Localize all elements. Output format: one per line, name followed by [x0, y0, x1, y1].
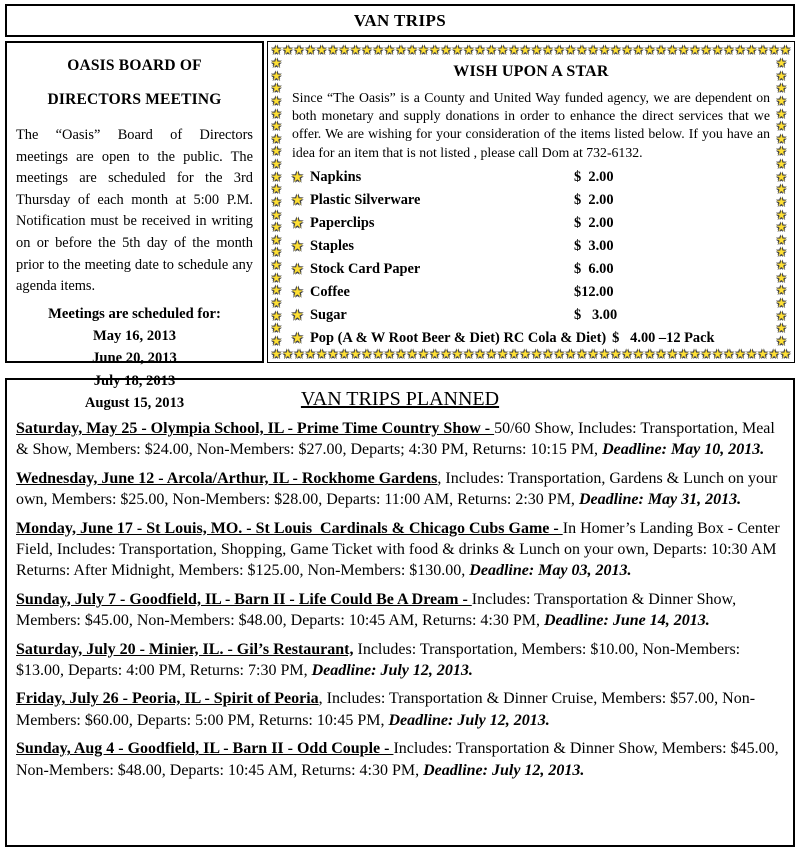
star-icon: ★: [610, 43, 622, 57]
star-icon: ★: [271, 232, 282, 247]
star-icon: ★: [282, 43, 294, 57]
star-icon: ★: [776, 182, 787, 197]
star-icon: ★: [271, 245, 282, 260]
star-icon: ★: [723, 347, 735, 361]
star-icon: ★: [395, 347, 407, 361]
star-icon: ★: [610, 347, 622, 361]
star-icon: ★: [599, 347, 610, 361]
star-icon: ★: [292, 238, 303, 253]
star-icon: ★: [271, 93, 282, 108]
star-icon: ★: [633, 43, 644, 57]
meeting-date: May 16, 2013: [92, 327, 177, 344]
trip-deadline: Deadline: May 03, 2013.: [469, 562, 632, 580]
star-border-bottom: [271, 347, 791, 361]
trips-section-title-text: VAN TRIPS PLANNED: [300, 388, 500, 410]
star-icon: ★: [599, 43, 610, 57]
star-icon: ★: [666, 347, 678, 361]
star-icon: ★: [418, 43, 429, 57]
star-icon: ★: [271, 347, 282, 361]
van-trips-header-box: [5, 4, 795, 37]
star-icon: ★: [542, 347, 554, 361]
wish-item-row: [292, 235, 770, 258]
star-icon: ★: [485, 347, 497, 361]
star-icon: ★: [723, 43, 735, 57]
board-body-text: The “Oasis” Board of Directors meetings are open to the public. The meetings are scheduled for the 3rd Thursday of each month at 5:00 P.M. Notification must be received in writing on or before the 5th day of the month prior to the meeting date to schedule any agenda items.: [16, 127, 253, 295]
trip-deadline: Deadline: May 31, 2013.: [578, 491, 742, 509]
wish-item-row: [292, 166, 770, 189]
star-icon: ★: [293, 347, 305, 361]
star-icon: ★: [508, 347, 520, 361]
star-icon: ★: [463, 43, 475, 57]
star-icon: ★: [338, 43, 350, 57]
star-bullet-icon: [292, 284, 310, 301]
item-name: Paperclips: [310, 214, 375, 231]
star-icon: ★: [734, 347, 746, 361]
star-icon: ★: [621, 43, 633, 57]
trip-entry: [16, 688, 784, 731]
star-icon: ★: [463, 347, 475, 361]
trip-title: Saturday, July 20 - Minier, IL. - Gil’s Restaurant,: [16, 640, 354, 658]
star-icon: ★: [776, 207, 787, 222]
star-icon: ★: [497, 43, 509, 57]
item-price: $ 2.00: [574, 191, 614, 208]
page-title: VAN TRIPS: [353, 10, 447, 30]
star-icon: ★: [293, 43, 305, 57]
star-icon: ★: [271, 220, 282, 235]
star-icon: ★: [440, 43, 452, 57]
star-icon: ★: [776, 308, 787, 323]
item-name: Stock Card Paper: [310, 260, 421, 277]
star-icon: ★: [780, 43, 791, 57]
star-icon: ★: [350, 43, 361, 57]
star-icon: ★: [384, 347, 395, 361]
trip-body: In Homer’s Landing Box - Center Field, Includes: Transportation, Shopping, Game Ticket with food & drinks & Lunch on your own, Departs: 10:30 AM Returns: After Midnight, Members: $125.00, Non-Members: $130.00,: [16, 519, 784, 580]
star-icon: ★: [776, 81, 787, 96]
star-icon: ★: [271, 157, 282, 171]
star-icon: ★: [776, 194, 787, 209]
trip-title: Wednesday, June 12 - Arcola/Arthur, IL - Rockhome Gardens: [16, 469, 438, 487]
star-icon: ★: [776, 106, 787, 121]
star-icon: ★: [304, 43, 316, 57]
star-icon: ★: [644, 43, 656, 57]
star-icon: ★: [508, 43, 520, 57]
trip-entry: [16, 589, 784, 632]
star-icon: ★: [372, 43, 384, 57]
star-icon: ★: [700, 347, 712, 361]
meeting-date: July 18, 2013: [93, 372, 176, 389]
star-icon: ★: [271, 68, 282, 83]
star-icon: ★: [689, 347, 701, 361]
trip-deadline: Deadline: July 12, 2013.: [423, 761, 585, 779]
star-icon: ★: [429, 43, 441, 57]
van-trips-planned-box: [5, 378, 795, 847]
star-icon: ★: [327, 43, 339, 57]
star-bullet-icon: [292, 261, 310, 278]
star-icon: ★: [271, 182, 282, 197]
star-icon: ★: [576, 43, 588, 57]
star-icon: ★: [531, 43, 542, 57]
star-icon: ★: [776, 245, 787, 260]
star-icon: ★: [587, 347, 599, 361]
star-icon: ★: [700, 43, 712, 57]
star-icon: ★: [292, 261, 303, 276]
wish-item-list: [292, 166, 770, 347]
star-icon: ★: [757, 43, 769, 57]
star-icon: ★: [519, 347, 531, 361]
star-bullet-icon: [292, 215, 310, 232]
star-bullet-icon: [292, 238, 310, 255]
star-icon: ★: [406, 43, 418, 57]
meeting-date: June 20, 2013: [92, 350, 177, 367]
wish-upon-a-star-box: [267, 41, 795, 363]
star-icon: ★: [361, 43, 373, 57]
star-icon: ★: [746, 347, 757, 361]
star-icon: ★: [292, 330, 303, 345]
star-icon: ★: [271, 321, 282, 336]
star-icon: ★: [271, 283, 282, 298]
schedule-heading: Meetings are scheduled for:: [48, 305, 221, 322]
star-icon: ★: [271, 169, 282, 184]
star-icon: ★: [271, 81, 282, 96]
star-icon: ★: [780, 347, 791, 361]
star-icon: ★: [271, 333, 282, 347]
wish-item-row: [292, 258, 770, 281]
star-icon: ★: [440, 347, 452, 361]
trip-body: Includes: Transportation, Members: $10.00, Non-Members: $13.00, Departs: 4:00 PM, Returns: 7:30 PM,: [16, 640, 745, 680]
item-price: $ 3.00: [574, 306, 618, 323]
star-icon: ★: [768, 347, 780, 361]
trip-entry: [16, 468, 784, 511]
wish-intro-text: Since “The Oasis” is a County and United Way funded agency, we are dependent on both monetary and supply donations in order to enhance the direct services that we offer. We are wishing for your consideration of the items listed below. If you have an idea for an item that is not listed , please call Dom at 732-6132.: [292, 90, 770, 160]
wish-item-row: [292, 189, 770, 212]
star-icon: ★: [271, 106, 282, 121]
star-bullet-icon: [292, 330, 310, 347]
star-icon: ★: [655, 43, 667, 57]
star-border-left: [271, 57, 286, 347]
star-icon: ★: [621, 347, 633, 361]
item-price: $ 4.00 –12 Pack: [612, 329, 715, 346]
star-icon: ★: [678, 347, 690, 361]
star-icon: ★: [768, 43, 780, 57]
wish-title: WISH UPON A STAR: [453, 63, 609, 80]
star-icon: ★: [292, 307, 303, 322]
star-border-right: [776, 57, 791, 347]
star-icon: ★: [271, 43, 282, 57]
star-icon: ★: [497, 347, 509, 361]
star-icon: ★: [712, 347, 723, 361]
star-icon: ★: [452, 43, 463, 57]
star-icon: ★: [666, 43, 678, 57]
star-icon: ★: [271, 308, 282, 323]
star-icon: ★: [271, 131, 282, 146]
star-border-top: [271, 43, 791, 57]
star-icon: ★: [576, 347, 588, 361]
star-icon: ★: [776, 169, 787, 184]
star-icon: ★: [271, 207, 282, 222]
star-icon: ★: [519, 43, 531, 57]
star-icon: ★: [271, 144, 282, 159]
star-icon: ★: [384, 43, 395, 57]
star-icon: ★: [776, 57, 787, 70]
star-icon: ★: [292, 215, 303, 230]
star-icon: ★: [644, 347, 656, 361]
trip-deadline: Deadline: July 12, 2013.: [388, 711, 550, 729]
star-icon: ★: [304, 347, 316, 361]
star-icon: ★: [734, 43, 746, 57]
star-icon: ★: [776, 157, 787, 171]
trip-deadline: Deadline: July 12, 2013.: [311, 662, 473, 680]
item-price: $ 2.00: [574, 214, 614, 231]
trip-entry: [16, 418, 784, 461]
trip-body: , Includes: Transportation & Dinner Cruise, Members: $57.00, Non-Members: $60.00, Departs: 5:00 PM, Returns: 10:45 PM,: [16, 690, 756, 729]
star-icon: ★: [678, 43, 690, 57]
star-icon: ★: [474, 43, 486, 57]
board-meeting-box: [5, 41, 264, 411]
item-price: $ 3.00: [574, 237, 614, 254]
item-name: Plastic Silverware: [310, 191, 421, 208]
star-icon: ★: [776, 270, 787, 285]
wish-item-row: [292, 304, 770, 327]
trip-entry: [16, 639, 784, 682]
star-icon: ★: [406, 347, 418, 361]
star-icon: ★: [271, 57, 282, 70]
item-name: Staples: [310, 237, 354, 254]
star-icon: ★: [271, 295, 282, 310]
star-icon: ★: [372, 347, 384, 361]
star-icon: ★: [292, 284, 303, 299]
star-icon: ★: [587, 43, 599, 57]
star-icon: ★: [655, 347, 667, 361]
star-icon: ★: [689, 43, 701, 57]
star-icon: ★: [292, 169, 303, 184]
star-icon: ★: [776, 295, 787, 310]
star-icon: ★: [776, 68, 787, 83]
item-name: Coffee: [310, 283, 350, 300]
star-bullet-icon: [292, 307, 310, 324]
wish-item-row: [292, 327, 770, 347]
star-icon: ★: [316, 43, 328, 57]
trip-deadline: Deadline: June 14, 2013.: [543, 612, 710, 630]
item-name: Sugar: [310, 306, 347, 323]
star-icon: ★: [776, 220, 787, 235]
star-icon: ★: [776, 144, 787, 159]
wish-item-row: [292, 281, 770, 304]
star-icon: ★: [776, 321, 787, 336]
star-icon: ★: [418, 347, 429, 361]
star-icon: ★: [553, 43, 565, 57]
star-icon: ★: [553, 347, 565, 361]
star-icon: ★: [757, 347, 769, 361]
trip-body: , Includes: Transportation, Gardens & Lunch on your own, Members: $25.00, Non-Members: $28.00, Departs: 11:00 AM, Returns: 2:30 PM,: [16, 469, 786, 509]
star-icon: ★: [271, 270, 282, 285]
star-icon: ★: [776, 119, 787, 134]
wish-content: [286, 57, 776, 347]
item-price: $12.00: [574, 283, 614, 300]
star-icon: ★: [282, 347, 294, 361]
star-icon: ★: [271, 258, 282, 272]
star-icon: ★: [776, 258, 787, 272]
board-title-line2: DIRECTORS MEETING: [47, 91, 222, 108]
star-icon: ★: [746, 43, 757, 57]
star-icon: ★: [452, 347, 463, 361]
star-icon: ★: [776, 333, 787, 347]
star-bullet-icon: [292, 192, 310, 209]
star-icon: ★: [350, 347, 361, 361]
star-icon: ★: [395, 43, 407, 57]
star-icon: ★: [429, 347, 441, 361]
trip-title: Sunday, Aug 4 - Goodfield, IL - Barn II - Odd Couple -: [16, 740, 394, 758]
star-icon: ★: [776, 93, 787, 108]
trip-body: Includes: Transportation & Dinner Show, Members: $45.00, Non-Members: $48.00, Departs: 10:45 AM, Returns: 4:30 PM,: [16, 590, 741, 630]
star-icon: ★: [712, 43, 723, 57]
star-icon: ★: [485, 43, 497, 57]
item-name: Napkins: [310, 168, 362, 185]
star-icon: ★: [542, 43, 554, 57]
trip-title: Friday, July 26 - Peoria, IL - Spirit of Peoria: [16, 690, 319, 708]
star-bullet-icon: [292, 169, 310, 186]
star-box-middle: [271, 57, 791, 347]
star-icon: ★: [776, 283, 787, 298]
item-price: $ 2.00: [574, 168, 614, 185]
trip-deadline: Deadline: May 10, 2013.: [602, 441, 765, 459]
trip-body: Includes: Transportation & Dinner Show, Members: $45.00, Non-Members: $48.00, Departs: 10:45 AM, Returns: 4:30 PM,: [16, 740, 783, 779]
star-icon: ★: [338, 347, 350, 361]
item-name: Pop (A & W Root Beer & Diet) RC Cola & Diet): [310, 329, 607, 346]
star-icon: ★: [565, 347, 576, 361]
star-icon: ★: [361, 347, 373, 361]
trip-entry: [16, 738, 784, 781]
star-icon: ★: [474, 347, 486, 361]
star-icon: ★: [271, 119, 282, 134]
star-icon: ★: [633, 347, 644, 361]
star-icon: ★: [271, 194, 282, 209]
trip-body: 50/60 Show, Includes: Transportation, Meal & Show, Members: $24.00, Non-Members: $27.00, Departs; 4:30 PM, Returns: 10:15 PM,: [16, 420, 779, 459]
star-icon: ★: [776, 131, 787, 146]
star-icon: ★: [531, 347, 542, 361]
star-icon: ★: [316, 347, 328, 361]
star-icon: ★: [565, 43, 576, 57]
meeting-date: August 15, 2013: [84, 394, 185, 411]
trip-title: Sunday, July 7 - Goodfield, IL - Barn II - Life Could Be A Dream -: [16, 590, 472, 608]
star-icon: ★: [776, 232, 787, 247]
trip-entry: [16, 518, 784, 582]
star-icon: ★: [327, 347, 339, 361]
board-title-line1: OASIS BOARD OF: [67, 57, 202, 74]
wish-item-row: [292, 212, 770, 235]
trip-title: Monday, June 17 - St Louis, MO. - St Louis Cardinals & Chicago Cubs Game -: [16, 519, 563, 537]
star-icon: ★: [292, 192, 303, 207]
item-price: $ 6.00: [574, 260, 614, 277]
trip-title: Saturday, May 25 - Olympia School, IL - Prime Time Country Show -: [16, 420, 495, 437]
